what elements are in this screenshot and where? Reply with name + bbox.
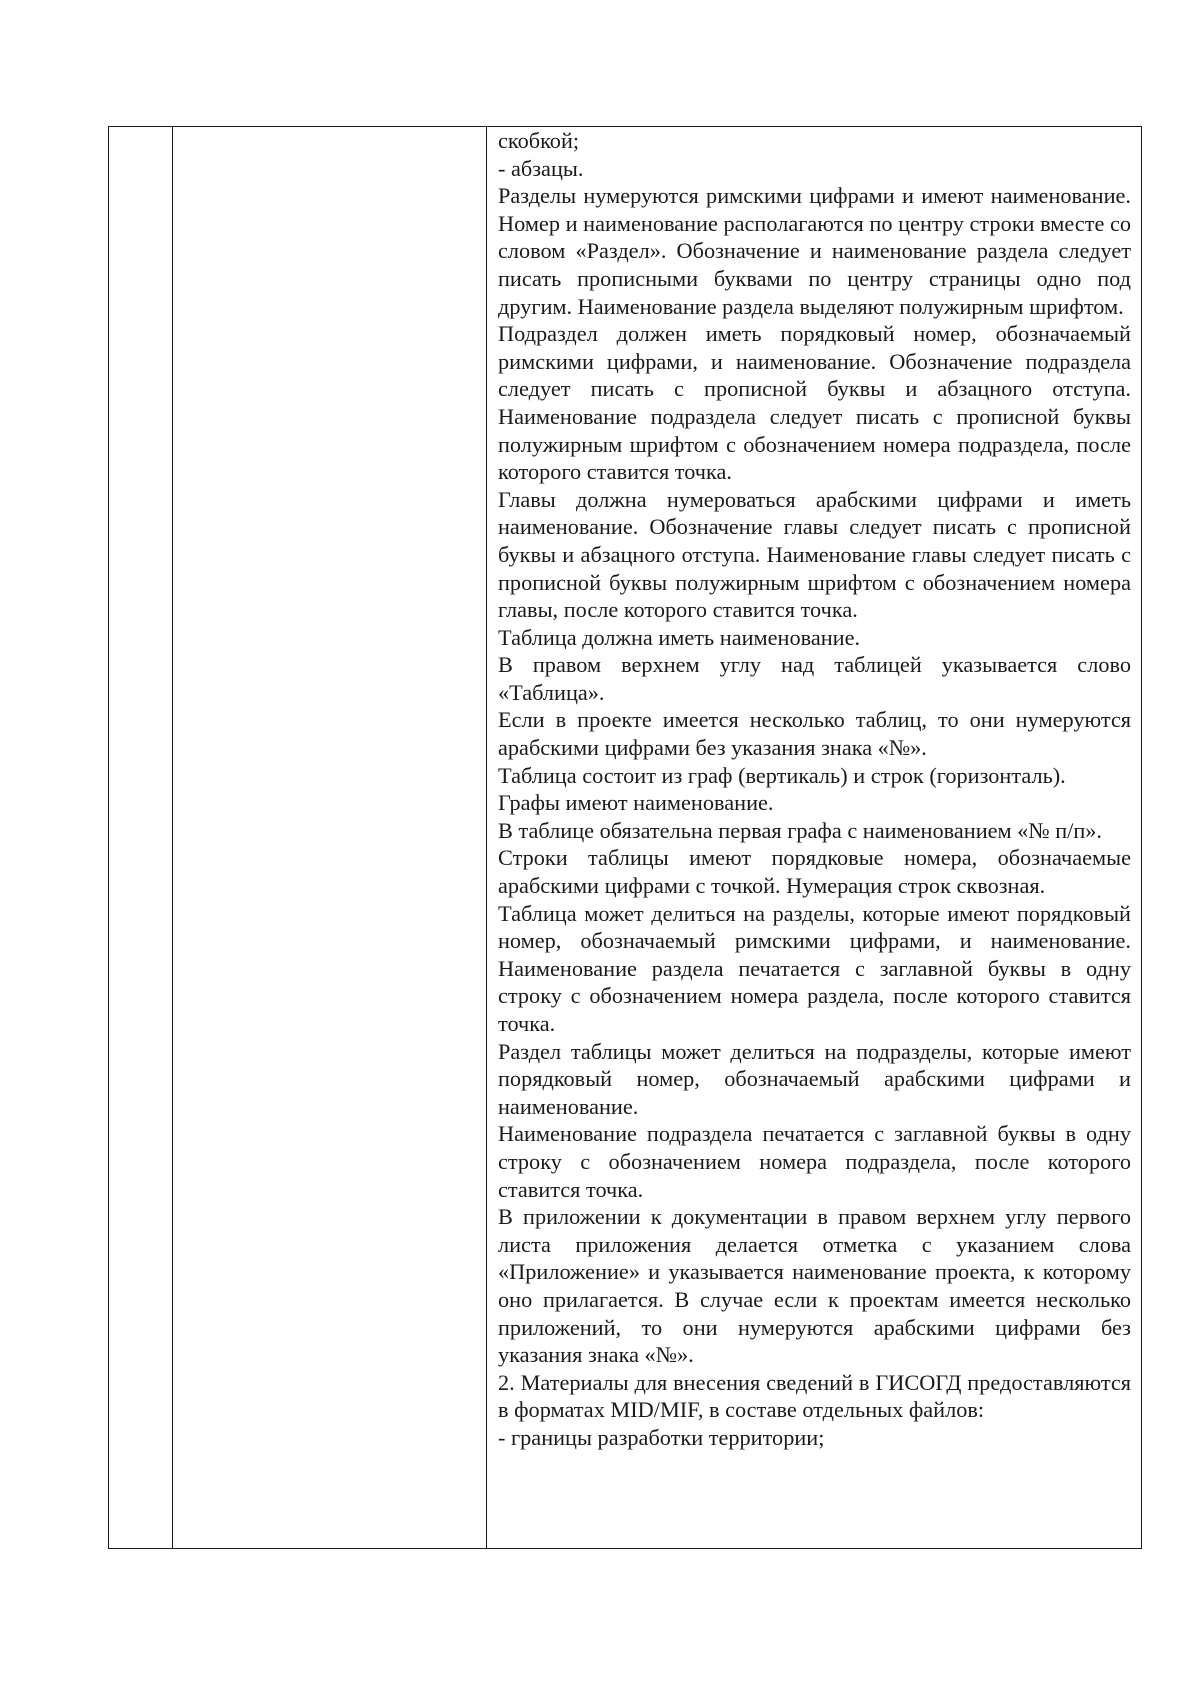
paragraph: Таблица должна иметь наименование. — [498, 624, 861, 650]
paragraph: 2. Материалы для внесения сведений в ГИСОГД предоставляются в форматах MID/MIF, в составе отдельных файлов: — [498, 1369, 1131, 1423]
paragraph: Если в проекте имеется несколько таблиц, то они нумеруются арабскими цифрами без указания знака «№». — [498, 707, 1131, 761]
item-name-cell — [173, 127, 487, 1549]
paragraph: Разделы нумеруются римскими цифрами и имеют наименование. Номер и наименование располагаются по центру строки вместе со словом «Раздел». Обозначение и наименование раздела следует писать прописными буквами по центру страницы одно под другим. Наименование раздела выделяют полужирным шрифтом. — [498, 183, 1131, 319]
paragraph: В приложении к документации в правом верхнем углу первого листа приложения делается отметка с указанием слова «Приложение» и указывается наименование проекта, к которому оно прилагается. В случае если к проектам имеется несколько приложений, то они нумеруются арабскими цифрами без указания знака «№». — [498, 1204, 1131, 1368]
paragraph: - абзацы. — [498, 155, 584, 181]
paragraph: скобкой; — [498, 128, 580, 153]
paragraph: Графы имеют наименование. — [498, 790, 774, 816]
paragraph: - границы разработки территории; — [498, 1424, 825, 1450]
paragraph: Строки таблицы имеют порядковые номера, обозначаемые арабскими цифрами с точкой. Нумерация строк сквозная. — [498, 845, 1131, 899]
table-row — [109, 127, 1142, 1549]
number-cell — [109, 127, 173, 1549]
requirements-table — [108, 126, 1142, 1549]
paragraph: Таблица может делиться на разделы, которые имеют порядковый номер, обозначаемый римскими цифрами, и наименование. Наименование раздела печатается с заглавной буквы в одну строку с обозначением номера раздела, после которого ставится точка. — [498, 900, 1131, 1036]
paragraph: Таблица состоит из граф (вертикаль) и строк (горизонталь). — [498, 762, 1066, 788]
paragraph: Раздел таблицы может делиться на подразделы, которые имеют порядковый номер, обозначаемый арабскими цифрами и наименование. — [498, 1038, 1131, 1119]
paragraph: Главы должна нумероваться арабскими цифрами и иметь наименование. Обозначение главы следует писать с прописной буквы и абзацного отступа. Наименование главы следует писать с прописной буквы полужирным шрифтом с обозначением номера главы, после которого ставится точка. — [498, 486, 1131, 623]
paragraph: В таблице обязательна первая графа с наименованием «№ п/п». — [498, 817, 1102, 843]
requirements-cell — [487, 127, 1142, 1549]
paragraph: В правом верхнем углу над таблицей указывается слово «Таблица». — [498, 652, 1131, 705]
paragraph: Наименование подраздела печатается с заглавной буквы в одну строку с обозначением номера подраздела, после которого ставится точка. — [498, 1121, 1131, 1202]
requirements-text — [487, 127, 1141, 1452]
paragraph: Подраздел должен иметь порядковый номер, обозначаемый римскими цифрами, и наименование. Обозначение подраздела следует писать с прописной буквы и абзацного отступа. Наименование подраздела следует писать с прописной буквы полужирным шрифтом с обозначением номера подраздела, после которого ставится точка. — [498, 321, 1131, 485]
